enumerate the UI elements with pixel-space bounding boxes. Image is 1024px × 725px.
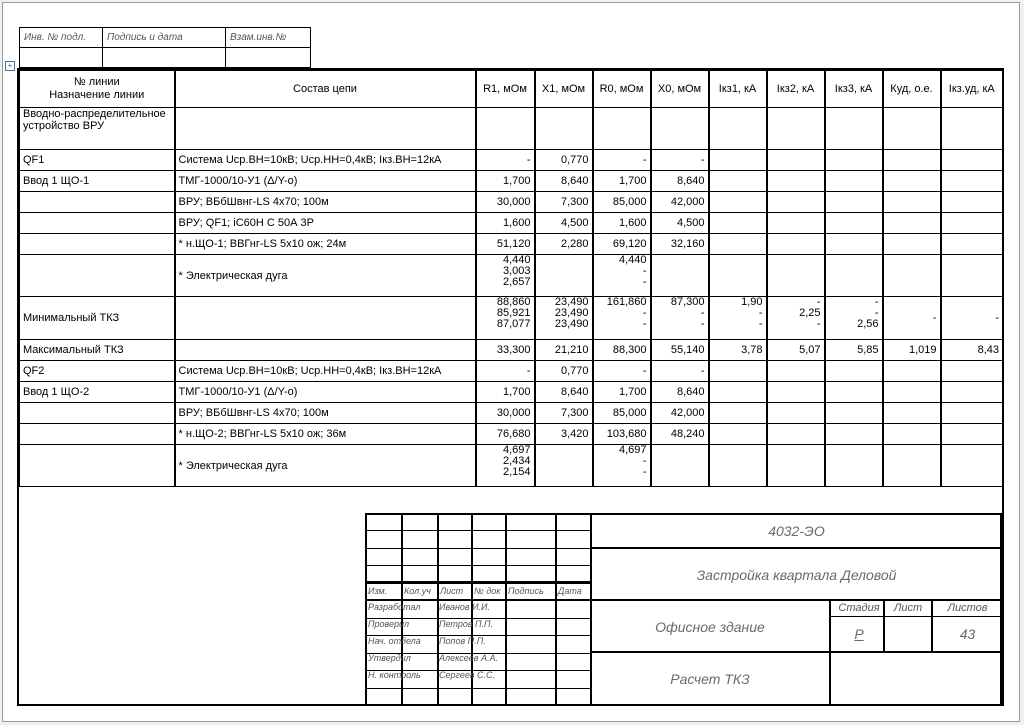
cell-ik1 xyxy=(709,255,767,297)
role-person-name: Сергеев С.С. xyxy=(439,670,496,680)
cell-name xyxy=(20,445,175,487)
cell-kud xyxy=(883,403,941,424)
cell-r0 xyxy=(593,108,651,150)
role-person-name: Петров П.П. xyxy=(439,619,494,629)
cell-r0: 103,680 xyxy=(593,424,651,445)
cell-x1: 8,640 xyxy=(535,171,593,192)
cell-r1: 33,300 xyxy=(476,340,535,361)
cell-x0 xyxy=(651,255,709,297)
cell-ik2 xyxy=(767,213,825,234)
role-person-name: Алексеев А.А. xyxy=(439,653,498,663)
short-circuit-table xyxy=(19,70,1003,487)
title-block-line xyxy=(590,513,592,705)
cell-ik2 xyxy=(767,382,825,403)
title-block-line xyxy=(591,599,1002,601)
cell-name xyxy=(20,424,175,445)
cell-kud: - xyxy=(883,297,941,340)
stamp-podpis-data: Подпись и дата xyxy=(103,28,226,48)
title-block-line xyxy=(365,688,591,689)
column-header: Куд, о.е. xyxy=(883,71,941,108)
table-row xyxy=(20,108,1003,150)
stage-label: Стадия xyxy=(838,602,880,614)
cell-circuit xyxy=(175,340,476,361)
cell-ik1: 3,78 xyxy=(709,340,767,361)
cell-r0: 69,120 xyxy=(593,234,651,255)
cell-x1: 23,490 23,490 23,490 xyxy=(535,297,593,340)
cell-r1: 30,000 xyxy=(476,403,535,424)
cell-x0: 48,240 xyxy=(651,424,709,445)
cell-ik3 xyxy=(825,108,883,150)
cell-ikud xyxy=(941,361,1003,382)
sheets-label: Листов xyxy=(947,602,988,614)
cell-r1: 1,700 xyxy=(476,382,535,403)
cell-x0: 55,140 xyxy=(651,340,709,361)
column-header: Iкз3, кА xyxy=(825,71,883,108)
cell-x0: 42,000 xyxy=(651,403,709,424)
title-block-line xyxy=(883,599,885,651)
cell-ik3 xyxy=(825,424,883,445)
title-block-line xyxy=(591,547,1002,549)
cell-x1: 2,280 xyxy=(535,234,593,255)
cell-ikud: 8,43 xyxy=(941,340,1003,361)
cell-r0: - xyxy=(593,150,651,171)
table-row xyxy=(20,403,1003,424)
column-header: R1, мОм xyxy=(476,71,535,108)
cell-ikud xyxy=(941,424,1003,445)
cell-name: Максимальный ТКЗ xyxy=(20,340,175,361)
cell-ik2 xyxy=(767,424,825,445)
cell-ik1 xyxy=(709,424,767,445)
cell-ik2 xyxy=(767,150,825,171)
column-header: R0, мОм xyxy=(593,71,651,108)
title-block-line xyxy=(1000,513,1002,705)
cell-ikud xyxy=(941,171,1003,192)
cell-kud: 1,019 xyxy=(883,340,941,361)
cell-name xyxy=(20,234,175,255)
cell-ik3 xyxy=(825,213,883,234)
role-label: Н. контроль xyxy=(368,670,421,680)
cell-r0: 85,000 xyxy=(593,192,651,213)
table-row xyxy=(20,382,1003,403)
stamp-cell xyxy=(226,48,311,68)
side-stamp xyxy=(19,27,311,68)
cell-kud xyxy=(883,361,941,382)
cell-name xyxy=(20,192,175,213)
title-block-line xyxy=(829,616,1002,617)
sheet-title: Расчет ТКЗ xyxy=(670,671,750,687)
role-person-name: Иванов И.И. xyxy=(439,602,490,612)
cell-ik2 xyxy=(767,255,825,297)
cell-x0: 4,500 xyxy=(651,213,709,234)
title-block-line xyxy=(829,651,1002,652)
cell-circuit: Система Uср.ВН=10кВ; Uср.НН=0,4кВ; Iкз.ВН=12кА xyxy=(175,361,476,382)
cell-circuit: ТМГ-1000/10-У1 (Δ/Y-о) xyxy=(175,382,476,403)
role-label: Нач. отдела xyxy=(368,636,421,646)
cell-ik1 xyxy=(709,234,767,255)
table-row xyxy=(20,171,1003,192)
table-row xyxy=(20,424,1003,445)
cell-r0: 4,440 - - xyxy=(593,255,651,297)
table-header-row xyxy=(20,71,1003,108)
cell-r1: 4,440 3,003 2,657 xyxy=(476,255,535,297)
table-row xyxy=(20,297,1003,340)
table-row xyxy=(20,340,1003,361)
cell-x0: 32,160 xyxy=(651,234,709,255)
cell-r0: - xyxy=(593,361,651,382)
cell-x1: 4,500 xyxy=(535,213,593,234)
cell-r0: 161,860 - - xyxy=(593,297,651,340)
cell-ikud xyxy=(941,234,1003,255)
cell-ikud xyxy=(941,213,1003,234)
cell-name xyxy=(20,213,175,234)
cell-name: Ввод 1 ЩО-2 xyxy=(20,382,175,403)
cell-x1: 3,420 xyxy=(535,424,593,445)
cell-ik1: 1,90 - - xyxy=(709,297,767,340)
column-header: X0, мОм xyxy=(651,71,709,108)
cell-r1: 4,697 2,434 2,154 xyxy=(476,445,535,487)
cell-circuit: * н.ЩО-2; ВВГнг-LS 5x10 ож; 36м xyxy=(175,424,476,445)
stamp-cell xyxy=(103,48,226,68)
cell-circuit xyxy=(175,108,476,150)
table-move-handle-icon[interactable]: + xyxy=(5,61,15,71)
cell-x0 xyxy=(651,108,709,150)
cell-circuit xyxy=(175,297,476,340)
table-row xyxy=(20,192,1003,213)
project-title: Застройка квартала Деловой xyxy=(696,567,897,583)
cell-ikud: - xyxy=(941,297,1003,340)
cell-ikud xyxy=(941,108,1003,150)
title-block-line xyxy=(365,583,591,584)
cell-ik3 xyxy=(825,150,883,171)
column-header: X1, мОм xyxy=(535,71,593,108)
cell-ik1 xyxy=(709,108,767,150)
stamp-vzam-inv: Взам.инв.№ xyxy=(226,28,311,48)
cell-kud xyxy=(883,382,941,403)
title-block-line xyxy=(829,599,831,705)
cell-r0: 1,700 xyxy=(593,171,651,192)
cell-ik3: 5,85 xyxy=(825,340,883,361)
cell-name: QF2 xyxy=(20,361,175,382)
cell-x0: 42,000 xyxy=(651,192,709,213)
cell-ik2 xyxy=(767,361,825,382)
title-block-line xyxy=(365,530,591,531)
column-header: № линии Назначение линии xyxy=(20,71,175,108)
building-title: Офисное здание xyxy=(655,619,765,635)
cell-ik2 xyxy=(767,171,825,192)
cell-ik2 xyxy=(767,192,825,213)
cell-x1 xyxy=(535,108,593,150)
role-label: Проверил xyxy=(368,619,410,629)
cell-r1: - xyxy=(476,150,535,171)
cell-ik3 xyxy=(825,234,883,255)
cell-r1: 1,600 xyxy=(476,213,535,234)
cell-kud xyxy=(883,255,941,297)
role-label: Разработал xyxy=(368,602,421,612)
cell-ik1 xyxy=(709,192,767,213)
cell-ikud xyxy=(941,445,1003,487)
title-col-header: Подпись xyxy=(508,586,544,596)
cell-circuit: Система Uср.ВН=10кВ; Uср.НН=0,4кВ; Iкз.ВН=12кА xyxy=(175,150,476,171)
cell-name: Минимальный ТКЗ xyxy=(20,297,175,340)
cell-ikud xyxy=(941,403,1003,424)
cell-ik3 xyxy=(825,403,883,424)
cell-ik1 xyxy=(709,361,767,382)
cell-circuit: * Электрическая дуга xyxy=(175,255,476,297)
cell-kud xyxy=(883,234,941,255)
cell-r1: 30,000 xyxy=(476,192,535,213)
cell-r1: 1,700 xyxy=(476,171,535,192)
cell-name xyxy=(20,255,175,297)
stamp-cell xyxy=(20,48,103,68)
cell-kud xyxy=(883,445,941,487)
cell-circuit: ВРУ; ВБбШвнг-LS 4x70; 100м xyxy=(175,403,476,424)
cell-r1: 76,680 xyxy=(476,424,535,445)
cell-x1: 0,770 xyxy=(535,150,593,171)
cell-r0: 1,600 xyxy=(593,213,651,234)
cell-ik3 xyxy=(825,171,883,192)
cell-x1: 7,300 xyxy=(535,403,593,424)
cell-ikud xyxy=(941,150,1003,171)
sheet-label: Лист xyxy=(893,602,923,614)
title-col-header: Изм. xyxy=(368,586,388,596)
cell-x1: 0,770 xyxy=(535,361,593,382)
cell-r1 xyxy=(476,108,535,150)
title-col-header: Дата xyxy=(558,586,582,596)
title-block-line xyxy=(365,581,591,583)
cell-kud xyxy=(883,424,941,445)
title-block-line xyxy=(555,513,557,705)
table-row xyxy=(20,234,1003,255)
cell-x1: 7,300 xyxy=(535,192,593,213)
title-col-header: Лист xyxy=(440,586,464,596)
cell-circuit: * Электрическая дуга xyxy=(175,445,476,487)
table-row xyxy=(20,213,1003,234)
doc-code: 4032-ЭО xyxy=(768,523,825,539)
stage-value: Р xyxy=(854,626,864,642)
cell-ik2: 5,07 xyxy=(767,340,825,361)
sheets-value: 43 xyxy=(959,626,976,642)
table-row xyxy=(20,255,1003,297)
cell-r0: 4,697 - - xyxy=(593,445,651,487)
cell-r1: 88,860 85,921 87,077 xyxy=(476,297,535,340)
title-block-line xyxy=(931,599,933,651)
cell-name: QF1 xyxy=(20,150,175,171)
cell-ik2 xyxy=(767,234,825,255)
role-person-name: Попов П.П. xyxy=(439,636,486,646)
cell-ik1 xyxy=(709,445,767,487)
cell-ik1 xyxy=(709,403,767,424)
cell-x0: - xyxy=(651,361,709,382)
cell-r0: 85,000 xyxy=(593,403,651,424)
cell-kud xyxy=(883,150,941,171)
table-row xyxy=(20,445,1003,487)
cell-kud xyxy=(883,213,941,234)
cell-circuit: ТМГ-1000/10-У1 (Δ/Y-о) xyxy=(175,171,476,192)
title-block-line xyxy=(365,565,591,566)
column-header: Iкз2, кА xyxy=(767,71,825,108)
column-header: Состав цепи xyxy=(175,71,476,108)
cell-r1: - xyxy=(476,361,535,382)
cell-r0: 88,300 xyxy=(593,340,651,361)
cell-ik3 xyxy=(825,382,883,403)
table-row xyxy=(20,361,1003,382)
title-col-header: Кол.уч xyxy=(404,586,431,596)
cell-kud xyxy=(883,192,941,213)
table-body xyxy=(20,108,1003,487)
table-row xyxy=(20,150,1003,171)
cell-ik2 xyxy=(767,445,825,487)
column-header: Iкз1, кА xyxy=(709,71,767,108)
cell-x1 xyxy=(535,255,593,297)
cell-x0: 8,640 xyxy=(651,171,709,192)
stamp-inv-podl: Инв. № подл. xyxy=(20,28,103,48)
cell-ik2 xyxy=(767,108,825,150)
cell-ik3 xyxy=(825,255,883,297)
title-block xyxy=(365,513,1002,705)
title-block-line xyxy=(365,599,591,601)
cell-ik1 xyxy=(709,171,767,192)
cell-ik1 xyxy=(709,150,767,171)
cell-ik3 xyxy=(825,361,883,382)
cell-x1: 8,640 xyxy=(535,382,593,403)
cell-ikud xyxy=(941,255,1003,297)
cell-x0: - xyxy=(651,150,709,171)
cell-x0: 87,300 - - xyxy=(651,297,709,340)
cell-ik2 xyxy=(767,403,825,424)
cell-name: Ввод 1 ЩО-1 xyxy=(20,171,175,192)
cell-x0: 8,640 xyxy=(651,382,709,403)
role-label: Утвердил xyxy=(368,653,411,663)
cell-ik3: - - 2,56 xyxy=(825,297,883,340)
cell-x1 xyxy=(535,445,593,487)
title-block-line xyxy=(365,548,591,549)
cell-x1: 21,210 xyxy=(535,340,593,361)
title-block-line xyxy=(505,513,507,705)
cell-x0 xyxy=(651,445,709,487)
cell-circuit: ВРУ; ВБбШвнг-LS 4x70; 100м xyxy=(175,192,476,213)
cell-name xyxy=(20,403,175,424)
cell-circuit: ВРУ; QF1; iC60H С 50А 3Р xyxy=(175,213,476,234)
cell-kud xyxy=(883,171,941,192)
cell-ik3 xyxy=(825,445,883,487)
column-header: Iкз.уд, кА xyxy=(941,71,1003,108)
cell-ikud xyxy=(941,192,1003,213)
title-block-line xyxy=(365,513,1002,515)
title-block-line xyxy=(365,513,367,705)
cell-ik3 xyxy=(825,192,883,213)
cell-ikud xyxy=(941,382,1003,403)
cell-circuit: * н.ЩО-1; ВВГнг-LS 5x10 ож; 24м xyxy=(175,234,476,255)
cell-ik2: - 2,25 - xyxy=(767,297,825,340)
cell-r0: 1,700 xyxy=(593,382,651,403)
cell-name: Вводно-распределительное устройство ВРУ xyxy=(20,108,175,150)
cell-ik1 xyxy=(709,213,767,234)
title-col-header: № док xyxy=(474,586,501,596)
cell-ik1 xyxy=(709,382,767,403)
cell-kud xyxy=(883,108,941,150)
cell-r1: 51,120 xyxy=(476,234,535,255)
